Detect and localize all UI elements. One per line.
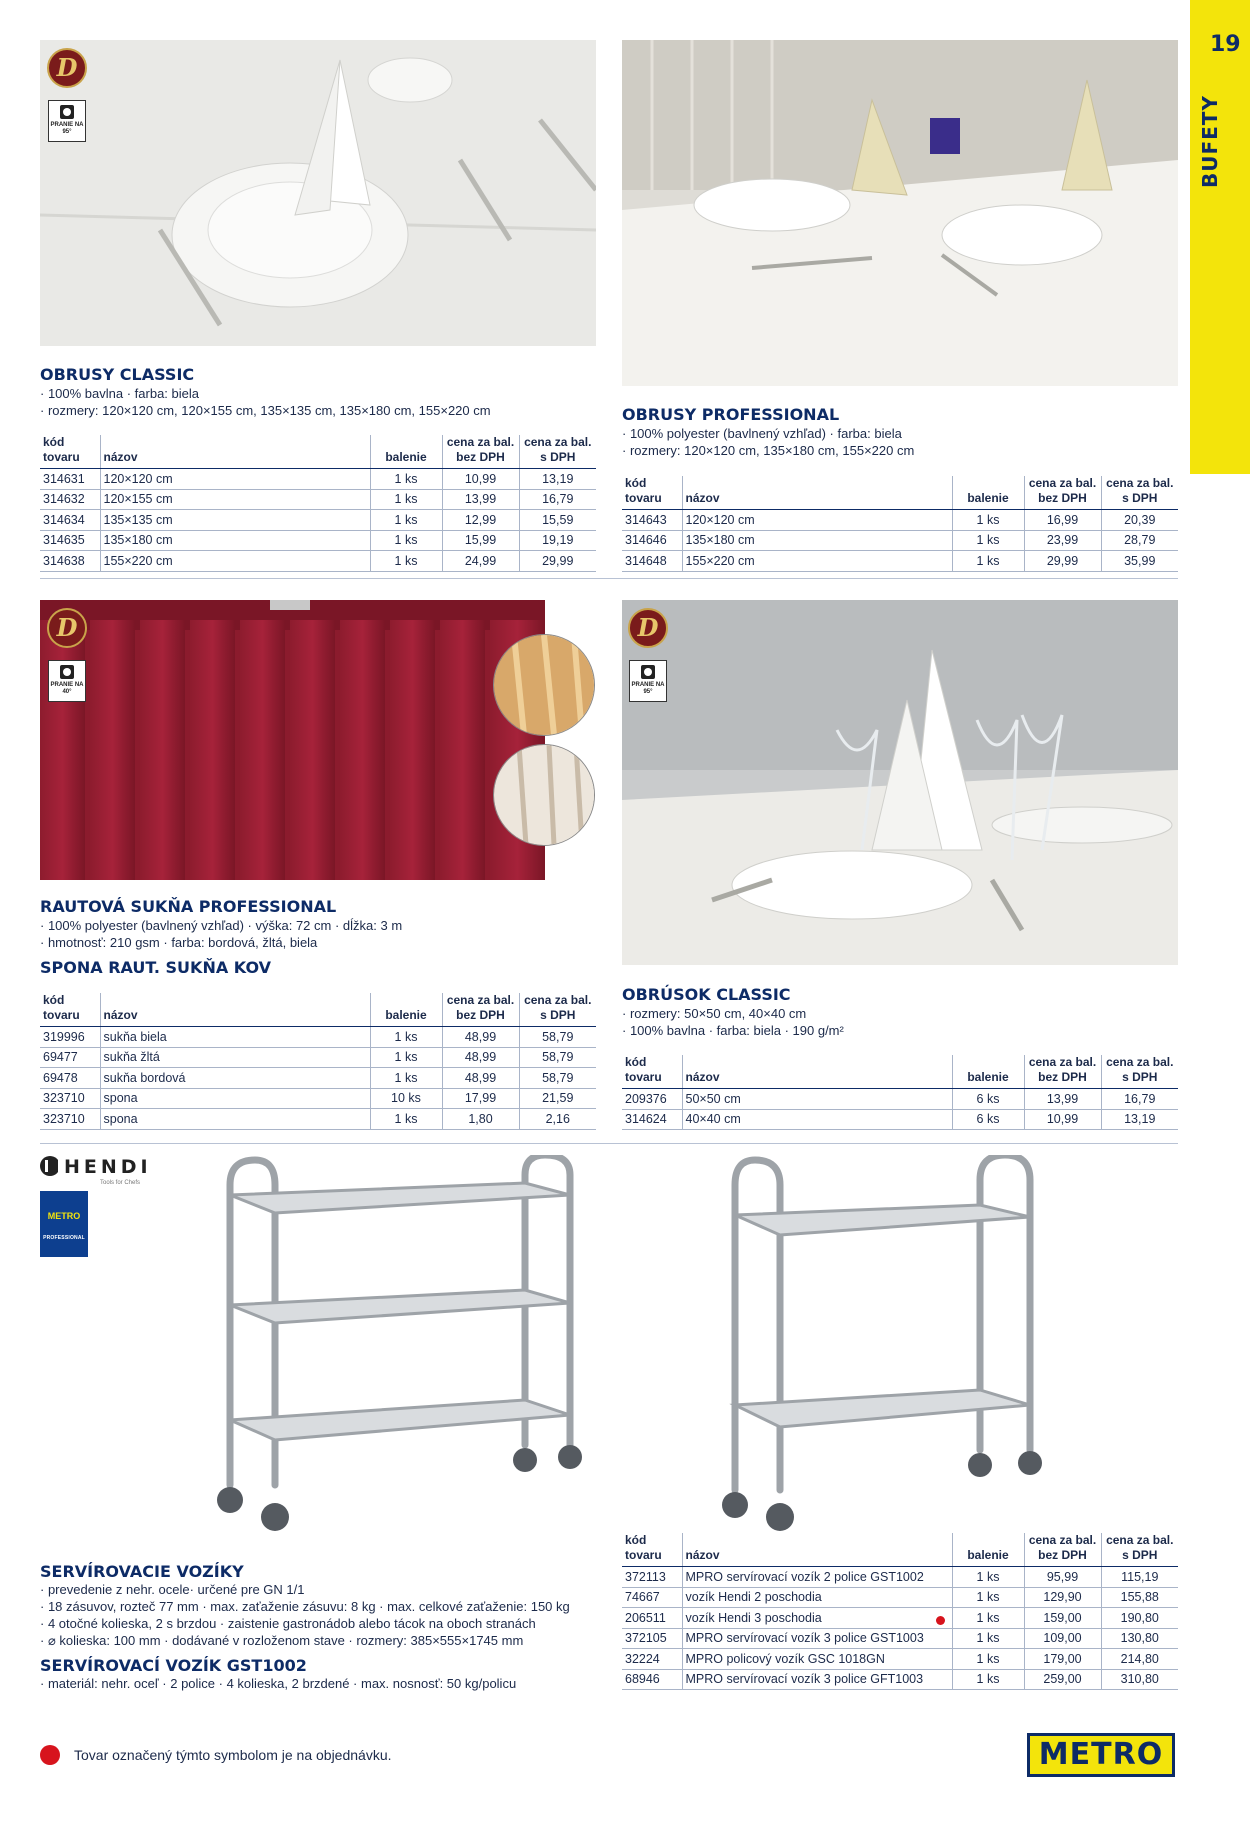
table-row: 314646 135×180 cm 1 ks 23,99 28,79 bbox=[622, 530, 1178, 551]
product-desc-servirovacie-voziky: · prevedenie z nehr. ocele· určené pre GN 1/1 · 18 zásuvov, rozteč 77 mm · max. zaťaženie zásuvu: 8 kg · max. celkové zaťaženie: 150 kg · 4 otočné kolieska, 2 s brzdou · zaistenie gastronádob alebo tácok na oboch stranách · ⌀ kolieska: 100 mm · dodávané v rozloženom stave · rozmery: 385×555×1745 mm bbox=[40, 1582, 570, 1648]
table-row: 372105 MPRO servírovací vozík 3 police GST1003 1 ks 109,00 130,80 bbox=[622, 1628, 1178, 1649]
table-row: 69478 sukňa bordová 1 ks 48,99 58,79 bbox=[40, 1068, 596, 1089]
table-row: 323710 spona 1 ks 1,80 2,16 bbox=[40, 1109, 596, 1130]
table-row: 372113 MPRO servírovací vozík 2 police GST1002 1 ks 95,99 115,19 bbox=[622, 1567, 1178, 1588]
product-title-rautova-sukna: RAUTOVÁ SUKŇA PROFESSIONAL bbox=[40, 897, 337, 916]
price-table-rautova-sukna: kód tovaru názov balenie cena za bal. bez DPH cena za bal. s DPH 319996 sukňa biela 1 ks 48,99 58,79 69477 sukňa žltá 1 ks 48,99 58,79 69478 sukňa bordová 1 ks 48,99 58,79 323710 spona 10 ks 17,99 21,59 323710 spona 1 ks 1,80 2,16 bbox=[40, 993, 596, 1130]
hendi-logo: HENDI bbox=[40, 1156, 152, 1178]
price-table-servirovacie-voziky: kód tovaru názov balenie cena za bal. bez DPH cena za bal. s DPH 372113 MPRO servírovací vozík 2 police GST1002 1 ks 95,99 115,19 74667 vozík Hendi 2 poschodia 1 ks 129,90 155,88 206511 vozík Hendi 3 poschodia 1 ks 159,00 190,80 372105 MPRO servírovací vozík 3 police GST1003 1 ks 109,00 130,80 32224 MPRO policový vozík GSC 1018GN 1 ks 179,00 214,80 68946 MPRO servírovací vozík 3 police GFT1003 1 ks 259,00 310,80 bbox=[622, 1533, 1178, 1690]
devons-brand-icon: D bbox=[47, 608, 87, 648]
hendi-tagline: Tools for Chefs bbox=[100, 1180, 141, 1186]
product-title-spona: SPONA RAUT. SUKŇA KOV bbox=[40, 958, 272, 977]
product-desc-rautova-sukna: · 100% polyester (bavlnený vzhľad) · výška: 72 cm · dĺžka: 3 m · hmotnosť: 210 gsm · farba: bordová, žltá, biela bbox=[40, 918, 403, 950]
price-table-obrusy-professional: kód tovaru názov balenie cena za bal. bez DPH cena za bal. s DPH 314643 120×120 cm 1 ks 16,99 20,39 314646 135×180 cm 1 ks 23,99 28,79 314648 155×220 cm 1 ks 29,99 35,99 bbox=[622, 476, 1178, 572]
devons-brand-icon: D bbox=[628, 608, 668, 648]
metro-professional-logo: METRO PROFESSIONAL bbox=[40, 1191, 88, 1257]
page-number: 19 bbox=[1210, 32, 1241, 57]
product-desc-obrusy-classic: · 100% bavlna · farba: biela · rozmery: 120×120 cm, 120×155 cm, 135×135 cm, 135×180 cm, 155×220 cm bbox=[40, 386, 491, 418]
hendi-mark-icon bbox=[40, 1156, 60, 1176]
table-row: 69477 sukňa žltá 1 ks 48,99 58,79 bbox=[40, 1047, 596, 1068]
wash-40-icon: PRANIE NA 40° bbox=[48, 660, 86, 702]
photo-rautova-sukna bbox=[40, 600, 545, 880]
product-title-obrusok: OBRÚSOK CLASSIC bbox=[622, 985, 791, 1004]
order-only-icon bbox=[936, 1616, 945, 1625]
product-desc-gst1002: · materiál: nehr. oceľ · 2 police · 4 kolieska, 2 brzdené · max. nosnosť: 50 kg/policu bbox=[40, 1676, 517, 1691]
section-divider bbox=[40, 1143, 1178, 1144]
table-row: 314624 40×40 cm 6 ks 10,99 13,19 bbox=[622, 1109, 1178, 1130]
swatch-white bbox=[493, 744, 595, 846]
table-row: 314635 135×180 cm 1 ks 15,99 19,19 bbox=[40, 530, 596, 551]
price-table-obrusy-classic: kód tovaru názov balenie cena za bal. bez DPH cena za bal. s DPH 314631 120×120 cm 1 ks 10,99 13,19 314632 120×155 cm 1 ks 13,99 16,79 314634 135×135 cm 1 ks 12,99 15,59 314635 135×180 cm 1 ks 15,99 19,19 314638 155×220 cm 1 ks 24,99 29,99 bbox=[40, 435, 596, 572]
table-row: 74667 vozík Hendi 2 poschodia 1 ks 129,90 155,88 bbox=[622, 1587, 1178, 1608]
product-title-gst1002: SERVÍROVACÍ VOZÍK GST1002 bbox=[40, 1656, 307, 1675]
section-tab bbox=[1190, 0, 1250, 474]
table-row: 32224 MPRO policový vozík GSC 1018GN 1 ks 179,00 214,80 bbox=[622, 1649, 1178, 1670]
table-row: 209376 50×50 cm 6 ks 13,99 16,79 bbox=[622, 1089, 1178, 1110]
photo-trolley-2-shelves bbox=[700, 1155, 1065, 1535]
table-row: 323710 spona 10 ks 17,99 21,59 bbox=[40, 1088, 596, 1109]
photo-obrusy-classic bbox=[40, 40, 596, 346]
price-table-obrusok: kód tovaru názov balenie cena za bal. bez DPH cena za bal. s DPH 209376 50×50 cm 6 ks 13,99 16,79 314624 40×40 cm 6 ks 10,99 13,19 bbox=[622, 1055, 1178, 1130]
table-row: 314631 120×120 cm 1 ks 10,99 13,19 bbox=[40, 469, 596, 490]
photo-obrusok-classic bbox=[622, 600, 1178, 965]
wash-95-icon: PRANIE NA 95° bbox=[48, 100, 86, 142]
table-row: 314638 155×220 cm 1 ks 24,99 29,99 bbox=[40, 551, 596, 572]
wash-95-icon: PRANIE NA 95° bbox=[629, 660, 667, 702]
section-label: BUFETY bbox=[1198, 95, 1222, 188]
swatch-yellow bbox=[493, 634, 595, 736]
footer-note: Tovar označený týmto symbolom je na objednávku. bbox=[74, 1747, 392, 1763]
devons-brand-icon: D bbox=[47, 48, 87, 88]
metro-logo: METRO bbox=[1027, 1733, 1175, 1777]
table-row: 314634 135×135 cm 1 ks 12,99 15,59 bbox=[40, 510, 596, 531]
table-row: 206511 vozík Hendi 3 poschodia 1 ks 159,00 190,80 bbox=[622, 1608, 1178, 1629]
product-title-obrusy-professional: OBRUSY PROFESSIONAL bbox=[622, 405, 840, 424]
table-row: 319996 sukňa biela 1 ks 48,99 58,79 bbox=[40, 1027, 596, 1048]
product-desc-obrusok: · rozmery: 50×50 cm, 40×40 cm · 100% bavlna · farba: biela · 190 g/m² bbox=[622, 1006, 844, 1038]
table-row: 314643 120×120 cm 1 ks 16,99 20,39 bbox=[622, 510, 1178, 531]
product-title-obrusy-classic: OBRUSY CLASSIC bbox=[40, 365, 195, 384]
photo-obrusy-professional bbox=[622, 40, 1178, 386]
table-row: 314648 155×220 cm 1 ks 29,99 35,99 bbox=[622, 551, 1178, 572]
table-row: 68946 MPRO servírovací vozík 3 police GFT1003 1 ks 259,00 310,80 bbox=[622, 1669, 1178, 1690]
section-divider bbox=[40, 578, 1178, 579]
product-title-servirovacie-voziky: SERVÍROVACIE VOZÍKY bbox=[40, 1562, 244, 1581]
photo-trolley-3-shelves bbox=[215, 1155, 595, 1535]
product-desc-obrusy-professional: · 100% polyester (bavlnený vzhľad) · farba: biela · rozmery: 120×120 cm, 135×180 cm, 155×220 cm bbox=[622, 426, 915, 458]
table-row: 314632 120×155 cm 1 ks 13,99 16,79 bbox=[40, 489, 596, 510]
order-only-icon bbox=[40, 1745, 60, 1765]
